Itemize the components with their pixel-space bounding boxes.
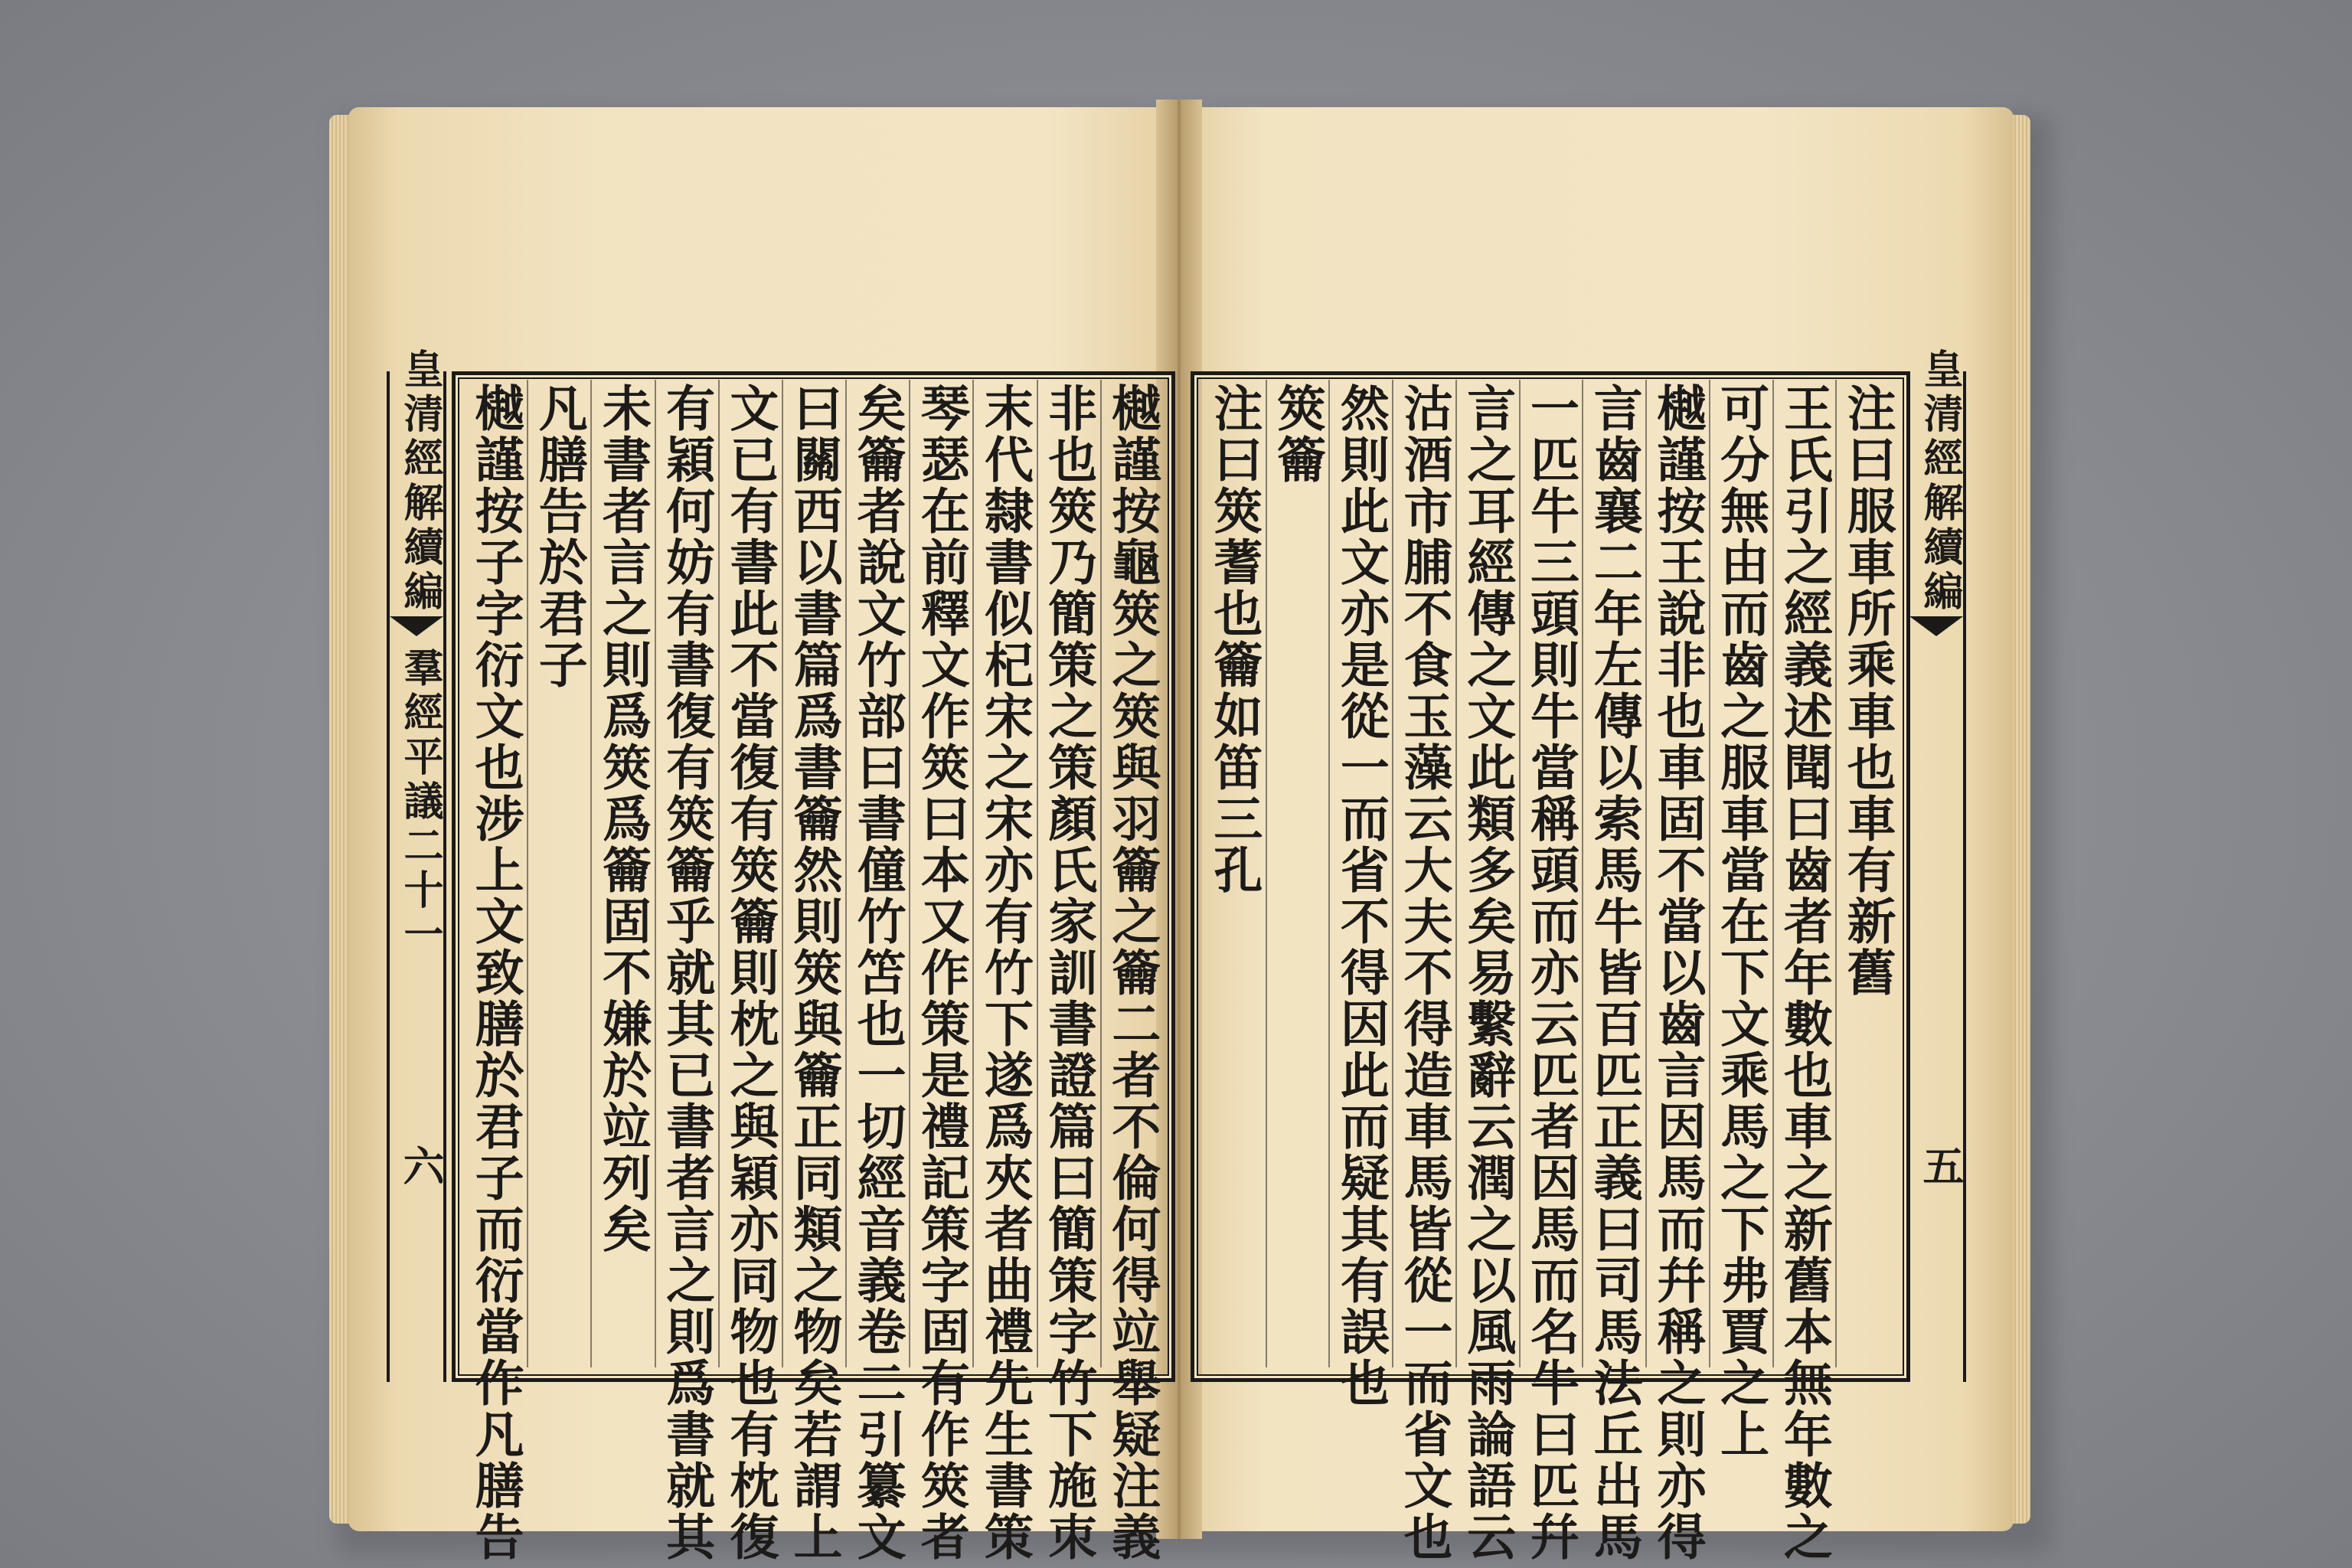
right-text-column: 然則此文亦是從一而省不得因此而疑其有誤也 bbox=[1331, 383, 1390, 1409]
left-text-column: 有穎何妨有書復有筴籥乎就其已書者言之則爲書就其 bbox=[658, 383, 716, 1563]
left-text-frame bbox=[452, 371, 1175, 1563]
left-text-column: 凡膳告於君子 bbox=[530, 383, 588, 691]
right-text-column: 沽酒市脯不食玉藻云大夫不得造車馬皆從一而省文也 bbox=[1395, 383, 1453, 1563]
right-text-column: 注曰筴蓍也籥如笛三孔 bbox=[1205, 383, 1263, 896]
right-page-number: 五 bbox=[1916, 1145, 1965, 1186]
left-text-column: 文已有書此不當復有筴籥則枕之與穎亦同物也有枕復 bbox=[721, 383, 779, 1563]
right-text-column: 筴籥 bbox=[1269, 383, 1327, 485]
left-text-column: 末代隸書似杞宋之宋亦有竹下遂爲夾者曲禮先生書策 bbox=[976, 383, 1034, 1563]
left-text-column: 樾謹按子字衍文也涉上文致膳於君子而衍當作凡膳告 bbox=[466, 383, 524, 1563]
right-text-column: 樾謹按王說非也車固不當以齒言因馬而幷稱之則亦得 bbox=[1648, 383, 1707, 1563]
left-text-column: 矣籥者說文竹部曰書僮竹笘也一切經音義卷二引纂文 bbox=[848, 383, 906, 1563]
left-fishtail-mark bbox=[390, 616, 443, 636]
left-text-column: 樾謹按龜筴之筴與羽籥之籥二者不倫何得竝舉疑注義 bbox=[1103, 383, 1161, 1563]
left-text-column: 未書者言之則爲筴爲籥固不嫌於竝列矣 bbox=[593, 383, 652, 1255]
left-banxin-chapter: 羣經平議二十一 bbox=[397, 647, 443, 958]
right-text-column: 王氏引之經義述聞曰齒者年數也車之新舊本無年數之 bbox=[1775, 383, 1833, 1563]
right-text-column: 一匹牛三頭則牛當稱頭而亦云匹者因馬而名牛曰匹幷 bbox=[1522, 383, 1579, 1563]
left-text-column: 曰關西以書篇爲書籥然則筴與籥正同類之物矣若謂上 bbox=[785, 383, 843, 1563]
left-text-column: 非也筴乃簡策之策顏氏家訓書證篇曰簡策字竹下施朿 bbox=[1040, 383, 1098, 1563]
left-text-column: 琴瑟在前釋文作筴曰本又作策是禮記策字固有作筴者 bbox=[912, 383, 970, 1563]
right-fishtail-mark bbox=[1909, 616, 1963, 636]
right-banxin-title: 皇清經解續編 bbox=[1916, 348, 1963, 615]
right-text-frame bbox=[1191, 371, 1910, 1563]
left-banxin-title: 皇清經解續編 bbox=[397, 348, 443, 615]
right-text-column: 注曰服車所乘車也車有新舊 bbox=[1838, 383, 1896, 998]
right-text-column: 言齒襄二年左傳以索馬牛皆百匹正義曰司馬法丘出馬 bbox=[1585, 383, 1643, 1563]
right-column-rule bbox=[1328, 380, 1330, 1367]
left-page-number: 六 bbox=[397, 1145, 446, 1186]
right-text-column: 言之耳經傳之文此類多矣易繫辭云潤之以風雨論語云 bbox=[1459, 383, 1517, 1563]
right-text-column: 可分無由而齒之服車當在下文乘馬之下弗賈之上 bbox=[1712, 383, 1770, 1460]
right-banxin bbox=[1906, 348, 1966, 1382]
left-banxin bbox=[387, 348, 446, 1382]
